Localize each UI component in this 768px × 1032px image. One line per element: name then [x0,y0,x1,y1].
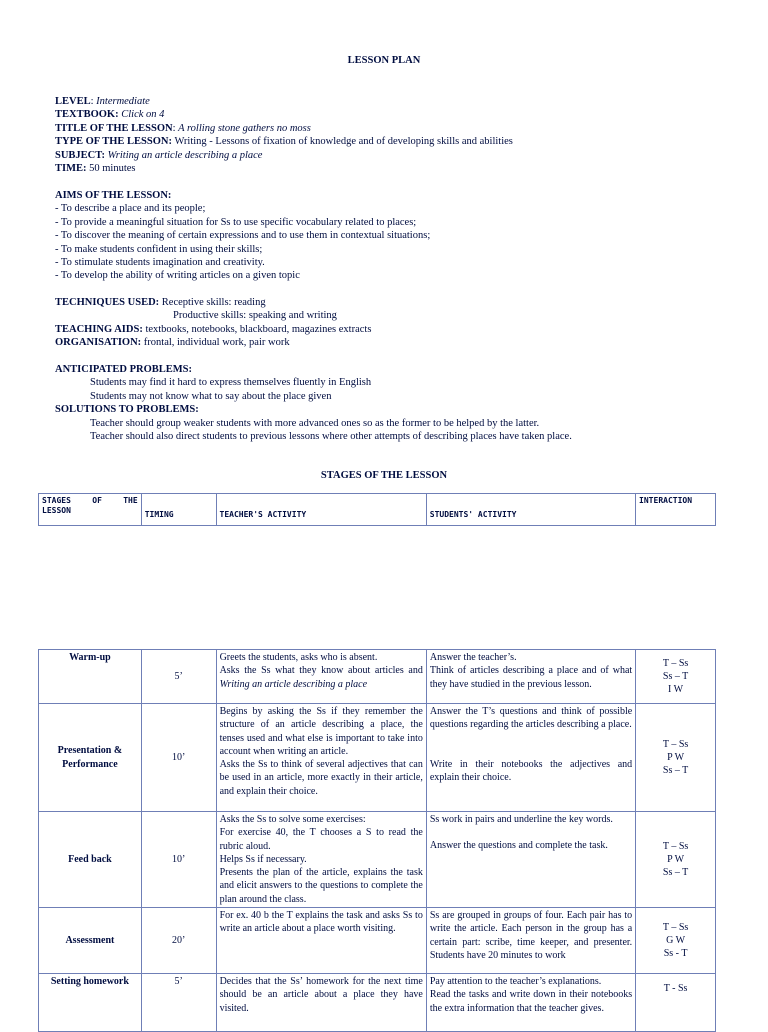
problem-item: Students may not know what to say about the place given [90,390,332,402]
stage-warmup: Warm-up [39,650,142,704]
problems-section [55,363,735,443]
header-teacher: TEACHER'S ACTIVITY [216,494,426,526]
lesson-info [55,95,735,175]
teaching-aids-line: TEACHING AIDS: textbooks, notebooks, blackboard, magazines extracts [55,323,372,335]
teacher-activity: Begins by asking the Ss if they remember the structure of an article describing a place, the tenses used and what else is important to take into account when writing an article. Asks the Ss to think of several adjectives that can be used in an article, more exactly in their article, and explain their choice. [216,704,426,812]
timing-cell: 10’ [141,812,216,908]
stage-assessment: Assessment [39,908,142,974]
problem-item: Students may find it hard to express themselves fluently in English [90,377,372,389]
header-students: STUDENTS' ACTIVITY [426,494,635,526]
interaction-cell: T – Ss G W Ss - T [636,908,716,974]
page-title: LESSON PLAN [347,55,421,66]
stage-homework: Setting homework [39,974,142,1032]
interaction-cell: T – Ss P W Ss – T [636,704,716,812]
solution-item: Teacher should also direct students to previous lessons where other attempts of describing places have taken place. [90,431,572,443]
textbook-line: TEXTBOOK: Click on 4 [55,109,165,121]
table-row [39,704,716,812]
interaction-cell: T – Ss Ss – T I W [636,650,716,704]
table-row [39,812,716,908]
stages-table [38,649,716,1032]
header-interaction: INTERACTION [636,494,716,526]
aim-item: - To stimulate students imagination and creativity. [55,257,265,269]
table-row [39,908,716,974]
aims-section [55,189,735,283]
students-activity: Pay attention to the teacher’s explanations. Read the tasks and write down in their notebooks the extra information that the teacher gives. [426,974,635,1032]
teacher-activity: Asks the Ss to solve some exercises: For exercise 40, the T chooses a S to read the rubric aloud. Helps Ss if necessary. Presents the plan of the article, explains the task and elicit answers to the questions to complete the plan around the class. [216,812,426,908]
techniques-line-2: Productive skills: speaking and writing [173,310,337,322]
solutions-heading: SOLUTIONS TO PROBLEMS: [55,404,199,416]
header-timing: TIMING [141,494,216,526]
timing-cell: 5’ [141,650,216,704]
header-stage: STAGES OF THE LESSON [39,494,142,526]
table-row [39,974,716,1032]
aim-item: - To provide a meaningful situation for Ss to use specific vocabulary related to places; [55,216,417,228]
lesson-type-line: TYPE OF THE LESSON: Writing - Lessons of fixation of knowledge and of developing skills and abilities [55,136,513,148]
teacher-activity: For ex. 40 b the T explains the task and asks Ss to write an article about a place worth visiting. [216,908,426,974]
timing-cell: 5’ [141,974,216,1032]
organisation-line: ORGANISATION: frontal, individual work, pair work [55,337,290,349]
timing-cell: 10’ [141,704,216,812]
solution-item: Teacher should group weaker students with more advanced ones so as the former to be helped by the latter. [90,417,540,429]
stage-feedback: Feed back [39,812,142,908]
level-line: LEVEL: Intermediate [55,96,150,107]
aim-item: - To make students confident in using their skills; [55,243,263,255]
students-activity: Ss are grouped in groups of four. Each pair has to write the article. Each person in the group has a certain part: scribe, time keeper, and presenter. Students have 20 minutes to work [426,908,635,974]
subject-line: SUBJECT: Writing an article describing a place [55,149,263,161]
interaction-cell: T - Ss [636,974,716,1032]
aim-item: - To develop the ability of writing articles on a given topic [55,270,300,282]
stage-presentation: Presentation & Performance [39,704,142,812]
table-row [39,650,716,704]
techniques-section [55,296,735,350]
stages-header-table [38,493,716,526]
teacher-activity: Decides that the Ss’ homework for the next time should be an article about a place they have visited. [216,974,426,1032]
timing-cell: 20’ [141,908,216,974]
students-activity: Answer the T’s questions and think of possible questions regarding the articles describing a place. Write in their notebooks the adjectives and explain their choice. [426,704,635,812]
aim-item: - To discover the meaning of certain expressions and to use them in contextual situations; [55,230,431,242]
lesson-title-line: TITLE OF THE LESSON: A rolling stone gathers no moss [55,122,311,134]
teacher-activity: Greets the students, asks who is absent. Asks the Ss what they know about articles and Writing an article describing a place [216,650,426,704]
students-activity: Ss work in pairs and underline the key words. Answer the questions and complete the task. [426,812,635,908]
aims-heading: AIMS OF THE LESSON: [55,190,172,201]
stages-title: STAGES OF THE LESSON [320,470,448,481]
time-line: TIME: 50 minutes [55,163,136,175]
interaction-cell: T – Ss P W Ss – T [636,812,716,908]
problems-heading: ANTICIPATED PROBLEMS: [55,364,192,375]
students-activity: Answer the teacher’s. Think of articles describing a place and of what they have studied in the previous lesson. [426,650,635,704]
techniques-line: TECHNIQUES USED: Receptive skills: reading [55,297,266,308]
aim-item: - To describe a place and its people; [55,203,206,215]
